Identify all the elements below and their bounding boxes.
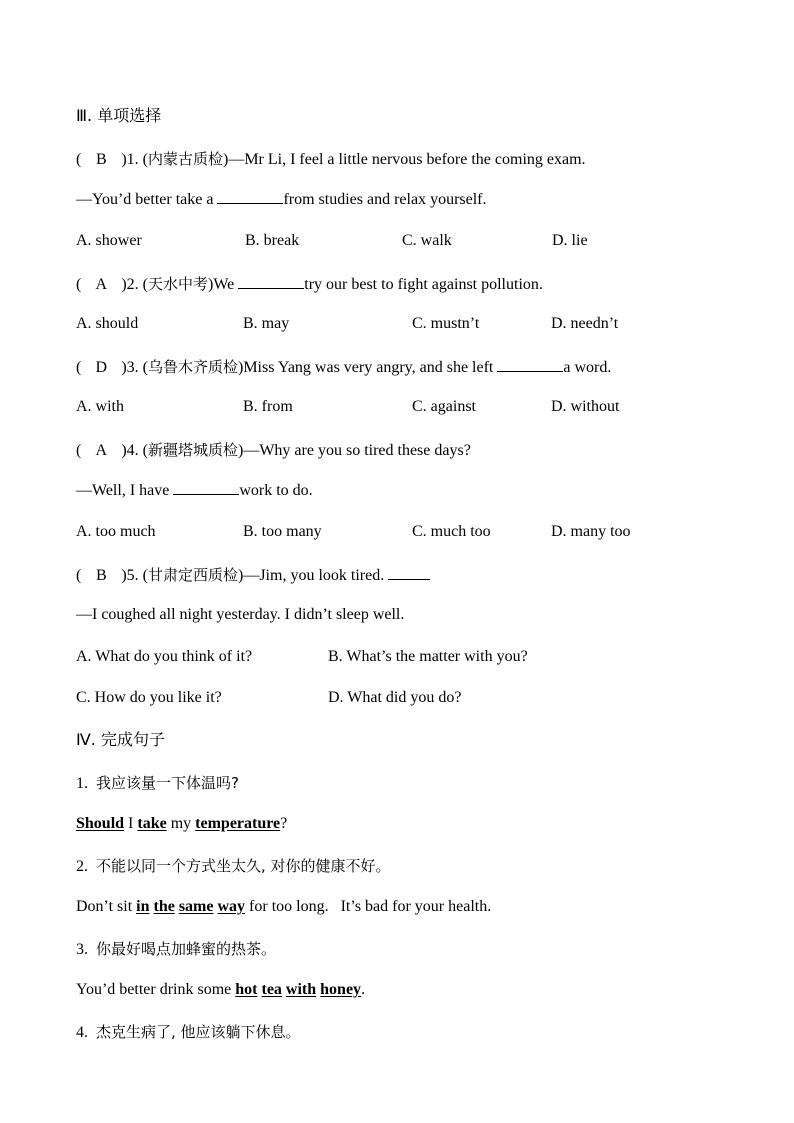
answer-blank bbox=[388, 565, 430, 580]
answer-blank bbox=[497, 357, 563, 372]
filled-answer: temperature bbox=[195, 815, 281, 832]
filled-answer: honey bbox=[320, 981, 362, 998]
question-3-option-c: C. against bbox=[412, 398, 476, 415]
question-1-option-d: D. lie bbox=[552, 232, 588, 249]
question-4-source: 新疆塔城质检 bbox=[147, 441, 238, 459]
question-4-option-c: C. much too bbox=[412, 523, 491, 540]
filled-answer: same bbox=[178, 898, 214, 915]
filled-answer: tea bbox=[261, 981, 282, 998]
question-4-answer: A bbox=[95, 442, 108, 459]
question-3-source: 乌鲁木齐质检 bbox=[147, 358, 238, 376]
sentence-1-english: Should I take my temperature? bbox=[76, 815, 288, 832]
question-4-option-a: A. too much bbox=[76, 523, 156, 540]
question-3-answer: D bbox=[95, 359, 108, 376]
answer-blank bbox=[173, 480, 239, 495]
section-4-title: Ⅳ. 完成句子 bbox=[76, 730, 165, 749]
answer-blank bbox=[238, 274, 304, 289]
filled-answer: hot bbox=[235, 981, 258, 998]
filled-answer: take bbox=[137, 815, 167, 832]
question-2-option-c: C. mustn’t bbox=[412, 315, 480, 332]
question-1-line-2: —You’d better take a from studies and relax yourself. bbox=[76, 191, 487, 208]
question-1-source: 内蒙古质检 bbox=[147, 150, 223, 168]
filled-answer: Should bbox=[76, 815, 125, 832]
question-3-option-b: B. from bbox=[243, 398, 293, 415]
question-1-answer: B bbox=[95, 151, 107, 168]
question-2-option-b: B. may bbox=[243, 315, 290, 332]
question-2-option-a: A. should bbox=[76, 315, 139, 332]
question-5-source: 甘肃定西质检 bbox=[147, 566, 238, 584]
question-5-option-b: B. What’s the matter with you? bbox=[328, 648, 528, 665]
question-1-option-a: A. shower bbox=[76, 232, 142, 249]
filled-answer: way bbox=[217, 898, 246, 915]
question-1-option-c: C. walk bbox=[402, 232, 452, 249]
sentence-3-english: You’d better drink some hot tea with honey. bbox=[76, 981, 366, 998]
sentence-2-chinese: 2. 不能以同一个方式坐太久, 对你的健康不好。 bbox=[76, 857, 391, 875]
question-5-line-2: —I coughed all night yesterday. I didn’t sleep well. bbox=[76, 606, 405, 623]
question-2-option-d: D. needn’t bbox=[551, 315, 619, 332]
sentence-1-chinese: 1. 我应该量一下体温吗? bbox=[76, 774, 239, 792]
question-3-option-d: D. without bbox=[551, 398, 620, 415]
section-3-title: Ⅲ. 单项选择 bbox=[76, 106, 162, 125]
question-4-option-d: D. many too bbox=[551, 523, 631, 540]
sentence-3-chinese: 3. 你最好喝点加蜂蜜的热茶。 bbox=[76, 940, 277, 958]
question-4-option-b: B. too many bbox=[243, 523, 322, 540]
filled-answer: the bbox=[153, 898, 175, 915]
filled-answer: with bbox=[285, 981, 317, 998]
sentence-4-chinese: 4. 杰克生病了, 他应该躺下休息。 bbox=[76, 1023, 301, 1041]
question-5-option-d: D. What did you do? bbox=[328, 689, 462, 706]
question-5-answer: B bbox=[95, 567, 107, 584]
question-5-option-c: C. How do you like it? bbox=[76, 689, 222, 706]
question-2-source: 天水中考 bbox=[147, 275, 208, 293]
question-3-option-a: A. with bbox=[76, 398, 124, 415]
question-4-line-2: —Well, I have work to do. bbox=[76, 482, 313, 499]
question-5-stem: ( B )5. (甘肃定西质检)—Jim, you look tired. bbox=[76, 565, 430, 586]
question-2-stem: ( A )2. (天水中考)We try our best to fight against pollution. bbox=[76, 275, 543, 293]
question-2-answer: A bbox=[95, 276, 108, 293]
question-1-stem: ( B )1. (内蒙古质检)—Mr Li, I feel a little nervous before the coming exam. bbox=[76, 150, 586, 168]
sentence-2-english: Don’t sit in the same way for too long. It’s bad for your health. bbox=[76, 898, 492, 915]
answer-blank bbox=[217, 189, 283, 204]
question-3-stem: ( D )3. (乌鲁木齐质检)Miss Yang was very angry, and she left a word. bbox=[76, 358, 612, 376]
filled-answer: in bbox=[136, 898, 150, 915]
question-1-option-b: B. break bbox=[245, 232, 300, 249]
question-4-stem: ( A )4. (新疆塔城质检)—Why are you so tired these days? bbox=[76, 441, 471, 459]
question-5-option-a: A. What do you think of it? bbox=[76, 648, 253, 665]
